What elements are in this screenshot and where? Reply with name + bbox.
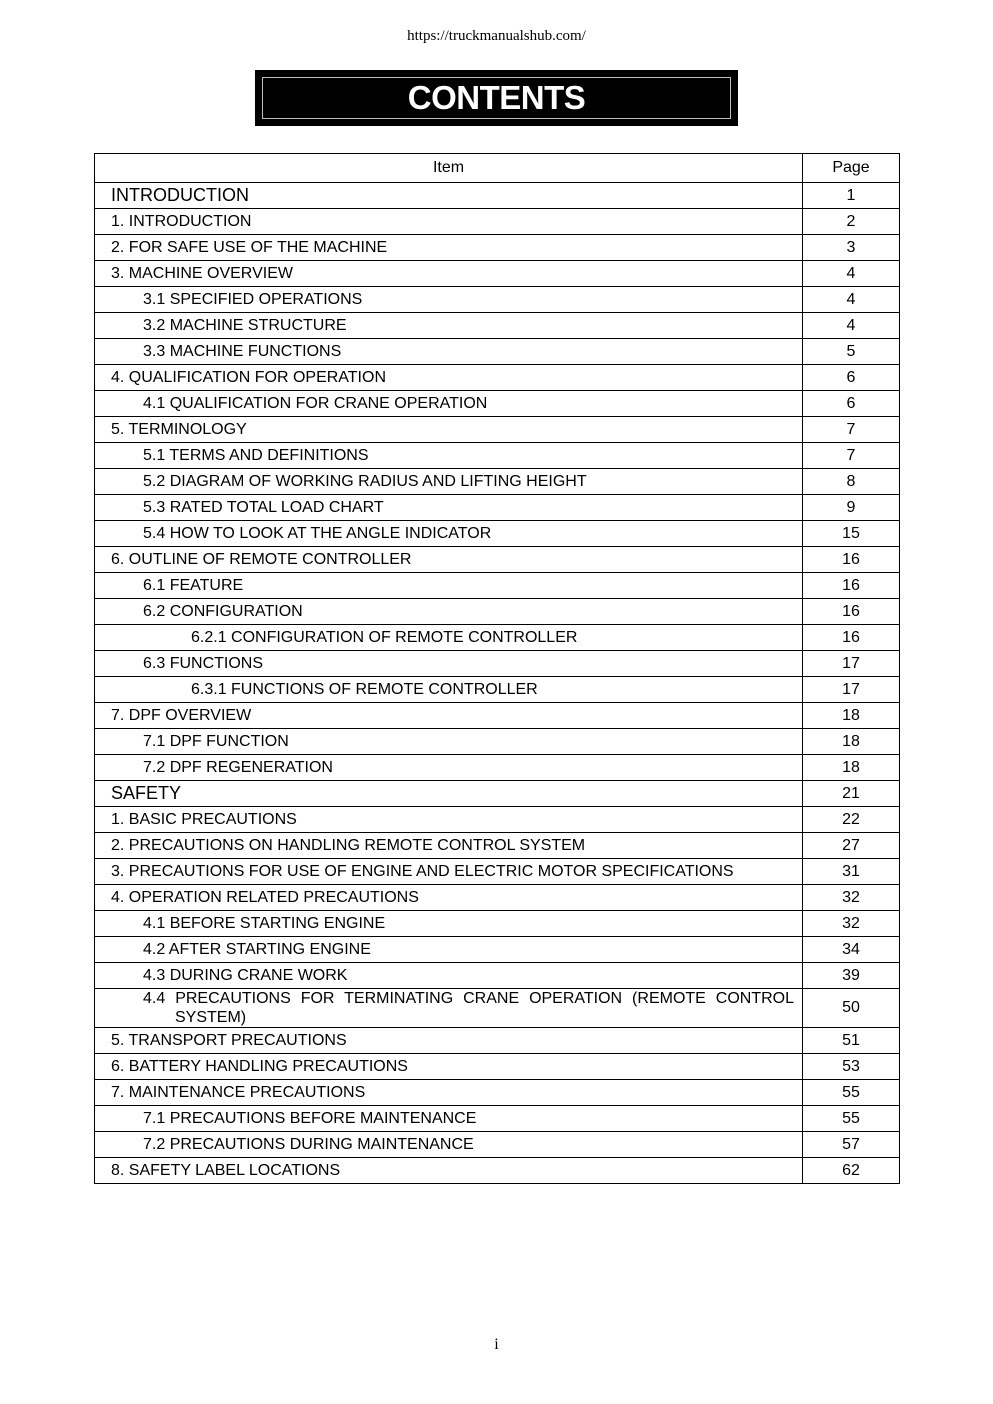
toc-entry-title: 7.1 PRECAUTIONS BEFORE MAINTENANCE <box>95 1106 803 1132</box>
page-title: CONTENTS <box>262 77 731 119</box>
toc-entry-page: 53 <box>803 1054 900 1080</box>
toc-entry-title: 6. BATTERY HANDLING PRECAUTIONS <box>95 1054 803 1080</box>
table-row <box>95 417 900 443</box>
toc-entry-page: 18 <box>803 703 900 729</box>
toc-entry-page: 16 <box>803 599 900 625</box>
toc-entry-title: 3.2 MACHINE STRUCTURE <box>95 313 803 339</box>
toc-entry-title: 5.1 TERMS AND DEFINITIONS <box>95 443 803 469</box>
toc-entry-title: 6.2.1 CONFIGURATION OF REMOTE CONTROLLER <box>95 625 803 651</box>
toc-entry-page: 7 <box>803 443 900 469</box>
toc-entry-page: 55 <box>803 1080 900 1106</box>
toc-entry-page: 4 <box>803 261 900 287</box>
table-row <box>95 261 900 287</box>
table-row <box>95 703 900 729</box>
toc-entry-page: 15 <box>803 521 900 547</box>
toc-entry-title: 5.2 DIAGRAM OF WORKING RADIUS AND LIFTING HEIGHT <box>95 469 803 495</box>
toc-entry-title: 7. DPF OVERVIEW <box>95 703 803 729</box>
table-row <box>95 833 900 859</box>
column-header-page: Page <box>803 154 900 183</box>
toc-entry-title: 2. PRECAUTIONS ON HANDLING REMOTE CONTROL SYSTEM <box>95 833 803 859</box>
table-row <box>95 755 900 781</box>
toc-entry-page: 8 <box>803 469 900 495</box>
toc-entry-title: 4.2 AFTER STARTING ENGINE <box>95 937 803 963</box>
table-row <box>95 313 900 339</box>
toc-entry-title: 4.1 BEFORE STARTING ENGINE <box>95 911 803 937</box>
table-row <box>95 235 900 261</box>
table-header-row <box>95 154 900 183</box>
table-row <box>95 443 900 469</box>
toc-entry-page: 21 <box>803 781 900 807</box>
toc-entry-title: 7.2 DPF REGENERATION <box>95 755 803 781</box>
table-row <box>95 937 900 963</box>
toc-entry-title: 4.1 QUALIFICATION FOR CRANE OPERATION <box>95 391 803 417</box>
table-row <box>95 1106 900 1132</box>
toc-entry-title: 7.2 PRECAUTIONS DURING MAINTENANCE <box>95 1132 803 1158</box>
table-row <box>95 339 900 365</box>
toc-entry-page: 17 <box>803 677 900 703</box>
toc-entry-page: 6 <box>803 365 900 391</box>
table-row <box>95 287 900 313</box>
table-row <box>95 781 900 807</box>
toc-entry-page: 57 <box>803 1132 900 1158</box>
toc-entry-title: 8. SAFETY LABEL LOCATIONS <box>95 1158 803 1184</box>
table-row <box>95 1080 900 1106</box>
table-row <box>95 183 900 209</box>
table-row <box>95 469 900 495</box>
toc-entry-page: 34 <box>803 937 900 963</box>
toc-entry-page: 32 <box>803 911 900 937</box>
toc-entry-page: 31 <box>803 859 900 885</box>
contents-title-banner <box>255 70 738 126</box>
toc-entry-title: 6.3 FUNCTIONS <box>95 651 803 677</box>
toc-entry-title: 2. FOR SAFE USE OF THE MACHINE <box>95 235 803 261</box>
toc-entry-page: 16 <box>803 547 900 573</box>
toc-entry-title: 5.3 RATED TOTAL LOAD CHART <box>95 495 803 521</box>
toc-entry-page: 18 <box>803 755 900 781</box>
toc-entry-page: 16 <box>803 625 900 651</box>
table-row <box>95 859 900 885</box>
toc-entry-title: 5. TRANSPORT PRECAUTIONS <box>95 1028 803 1054</box>
toc-entry-title: 1. INTRODUCTION <box>95 209 803 235</box>
toc-entry-page: 5 <box>803 339 900 365</box>
toc-entry-page: 18 <box>803 729 900 755</box>
toc-entry-title: 5. TERMINOLOGY <box>95 417 803 443</box>
toc-entry-title: SAFETY <box>95 781 803 807</box>
table-row <box>95 391 900 417</box>
table-row <box>95 365 900 391</box>
toc-entry-page: 6 <box>803 391 900 417</box>
toc-entry-page: 27 <box>803 833 900 859</box>
toc-entry-title: 7. MAINTENANCE PRECAUTIONS <box>95 1080 803 1106</box>
table-row <box>95 1054 900 1080</box>
toc-entry-title: 6.3.1 FUNCTIONS OF REMOTE CONTROLLER <box>95 677 803 703</box>
table-row <box>95 547 900 573</box>
toc-entry-title: 6. OUTLINE OF REMOTE CONTROLLER <box>95 547 803 573</box>
toc-entry-page: 9 <box>803 495 900 521</box>
toc-entry-page: 50 <box>803 989 900 1028</box>
table-row <box>95 495 900 521</box>
source-url: https://truckmanualshub.com/ <box>407 28 586 44</box>
toc-entry-title: 6.1 FEATURE <box>95 573 803 599</box>
toc-entry-page: 4 <box>803 313 900 339</box>
toc-entry-page: 17 <box>803 651 900 677</box>
toc-entry-title: 3. MACHINE OVERVIEW <box>95 261 803 287</box>
toc-entry-page: 51 <box>803 1028 900 1054</box>
toc-entry-title: 1. BASIC PRECAUTIONS <box>95 807 803 833</box>
table-row <box>95 1132 900 1158</box>
toc-entry-page: 22 <box>803 807 900 833</box>
table-row <box>95 573 900 599</box>
toc-entry-title: 5.4 HOW TO LOOK AT THE ANGLE INDICATOR <box>95 521 803 547</box>
toc-entry-page: 62 <box>803 1158 900 1184</box>
toc-entry-page: 16 <box>803 573 900 599</box>
table-row <box>95 521 900 547</box>
toc-entry-page: 3 <box>803 235 900 261</box>
page-number: i <box>494 1336 499 1353</box>
table-row <box>95 625 900 651</box>
table-row <box>95 911 900 937</box>
table-row <box>95 651 900 677</box>
contents-table-body <box>95 183 900 1184</box>
table-row <box>95 1028 900 1054</box>
toc-entry-title: 4. QUALIFICATION FOR OPERATION <box>95 365 803 391</box>
toc-entry-title <box>95 989 803 1028</box>
column-header-item: Item <box>95 154 803 183</box>
contents-table <box>94 153 900 1184</box>
toc-entry-page: 1 <box>803 183 900 209</box>
toc-entry-page: 4 <box>803 287 900 313</box>
toc-entry-page: 2 <box>803 209 900 235</box>
toc-entry-title: 6.2 CONFIGURATION <box>95 599 803 625</box>
table-row <box>95 1158 900 1184</box>
toc-entry-page: 7 <box>803 417 900 443</box>
toc-entry-page: 32 <box>803 885 900 911</box>
toc-entry-title: 4.3 DURING CRANE WORK <box>95 963 803 989</box>
table-row <box>95 209 900 235</box>
toc-entry-title: 4. OPERATION RELATED PRECAUTIONS <box>95 885 803 911</box>
toc-entry-page: 39 <box>803 963 900 989</box>
toc-entry-title: 3.1 SPECIFIED OPERATIONS <box>95 287 803 313</box>
toc-entry-title: INTRODUCTION <box>95 183 803 209</box>
toc-entry-page: 55 <box>803 1106 900 1132</box>
table-row <box>95 677 900 703</box>
table-row <box>95 807 900 833</box>
table-row <box>95 989 900 1028</box>
toc-entry-title: 3.3 MACHINE FUNCTIONS <box>95 339 803 365</box>
table-row <box>95 599 900 625</box>
table-row <box>95 729 900 755</box>
table-row <box>95 963 900 989</box>
toc-entry-title: 7.1 DPF FUNCTION <box>95 729 803 755</box>
table-row <box>95 885 900 911</box>
toc-entry-title: 3. PRECAUTIONS FOR USE OF ENGINE AND ELECTRIC MOTOR SPECIFICATIONS <box>95 859 803 885</box>
toc-entry-title-text: 4.4 PRECAUTIONS FOR TERMINATING CRANE OPERATION (REMOTE CONTROL SYSTEM) <box>143 990 794 1026</box>
